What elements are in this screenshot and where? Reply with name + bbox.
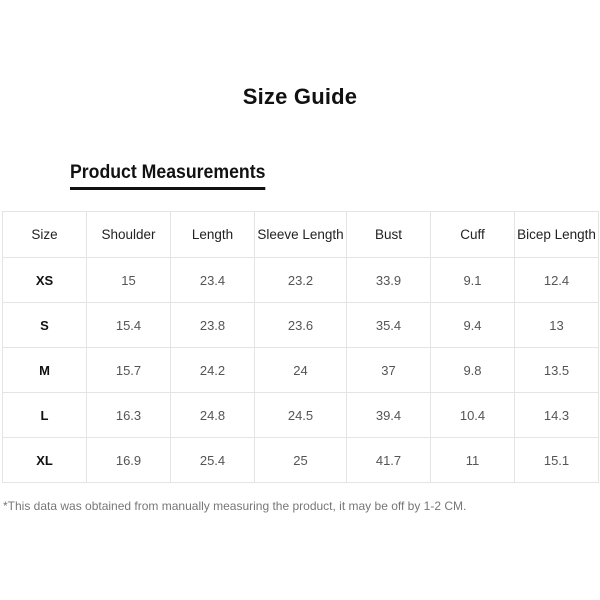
shoulder-value: 16.3 xyxy=(87,393,171,438)
shoulder-value: 15.4 xyxy=(87,303,171,348)
length-value: 23.8 xyxy=(171,303,255,348)
bust-value: 39.4 xyxy=(347,393,431,438)
size-label: L xyxy=(3,393,87,438)
sleeve-length-value: 23.6 xyxy=(255,303,347,348)
sleeve-length-value: 23.2 xyxy=(255,258,347,303)
table-row xyxy=(3,348,599,393)
table-row xyxy=(3,393,599,438)
cuff-value: 9.8 xyxy=(431,348,515,393)
table-row xyxy=(3,258,599,303)
table-row xyxy=(3,303,599,348)
measurement-disclaimer: *This data was obtained from manually measuring the product, it may be off by 1-2 CM. xyxy=(3,499,467,513)
sleeve-length-value: 24 xyxy=(255,348,347,393)
table-row xyxy=(3,438,599,483)
header-sleeve-length: Sleeve Length xyxy=(255,212,347,258)
bust-value: 35.4 xyxy=(347,303,431,348)
size-label: XS xyxy=(3,258,87,303)
cuff-value: 9.4 xyxy=(431,303,515,348)
cuff-value: 9.1 xyxy=(431,258,515,303)
bicep-length-value: 13.5 xyxy=(515,348,599,393)
header-shoulder: Shoulder xyxy=(87,212,171,258)
length-value: 25.4 xyxy=(171,438,255,483)
length-value: 24.8 xyxy=(171,393,255,438)
bust-value: 33.9 xyxy=(347,258,431,303)
header-bicep-length: Bicep Length xyxy=(515,212,599,258)
table-header-row xyxy=(3,212,599,258)
section-heading: Product Measurements xyxy=(70,162,265,190)
size-table xyxy=(2,211,599,483)
header-cuff: Cuff xyxy=(431,212,515,258)
bust-value: 37 xyxy=(347,348,431,393)
bicep-length-value: 12.4 xyxy=(515,258,599,303)
size-label: XL xyxy=(3,438,87,483)
size-label: M xyxy=(3,348,87,393)
length-value: 24.2 xyxy=(171,348,255,393)
header-size: Size xyxy=(3,212,87,258)
cuff-value: 11 xyxy=(431,438,515,483)
length-value: 23.4 xyxy=(171,258,255,303)
bicep-length-value: 15.1 xyxy=(515,438,599,483)
bicep-length-value: 14.3 xyxy=(515,393,599,438)
shoulder-value: 15.7 xyxy=(87,348,171,393)
page-title: Size Guide xyxy=(242,84,358,109)
header-length: Length xyxy=(171,212,255,258)
shoulder-value: 15 xyxy=(87,258,171,303)
sleeve-length-value: 25 xyxy=(255,438,347,483)
shoulder-value: 16.9 xyxy=(87,438,171,483)
sleeve-length-value: 24.5 xyxy=(255,393,347,438)
header-bust: Bust xyxy=(347,212,431,258)
bicep-length-value: 13 xyxy=(515,303,599,348)
cuff-value: 10.4 xyxy=(431,393,515,438)
size-label: S xyxy=(3,303,87,348)
bust-value: 41.7 xyxy=(347,438,431,483)
